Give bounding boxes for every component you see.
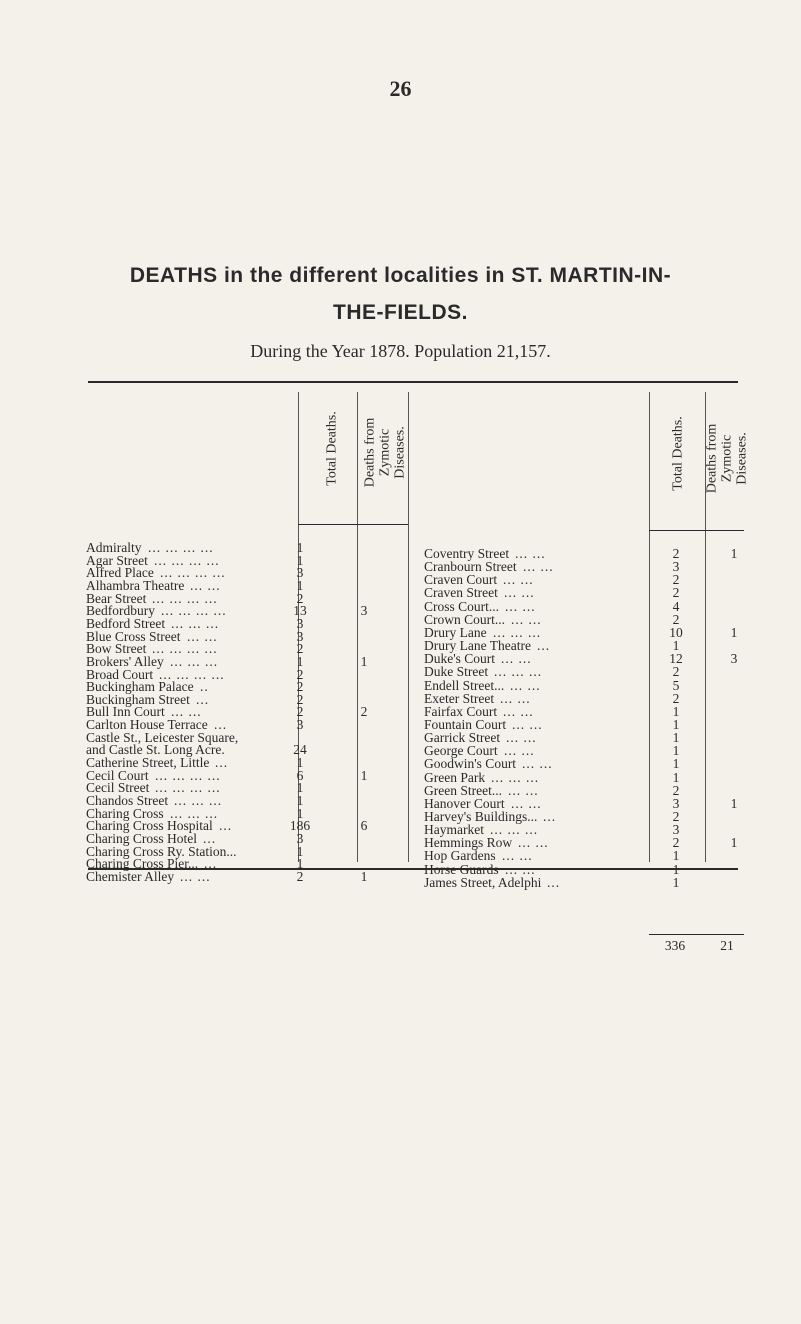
locality-name: Charing Cross Hotel	[86, 830, 197, 846]
zymotic-deaths-value: 1	[360, 767, 368, 783]
locality-name: and Castle St. Long Acre.	[86, 742, 225, 758]
locality-name: Duke's Court	[424, 651, 496, 667]
leader-dots: ... ...	[510, 677, 541, 693]
leader-dots: ... ...	[190, 577, 221, 593]
total-deaths-value: 1	[296, 552, 304, 568]
total-deaths-value: 186	[289, 818, 311, 834]
total-deaths-value: 6	[296, 767, 304, 783]
total-deaths-value: 2	[672, 690, 680, 706]
leader-dots: ... ... ...	[171, 615, 220, 631]
leader-dots: ...	[219, 818, 233, 834]
locality-name: George Court	[424, 743, 498, 759]
total-deaths-value: 1	[296, 856, 304, 872]
locality-name: Endell Street...	[424, 677, 505, 693]
total-deaths-value: 13	[293, 603, 307, 619]
leader-dots: ... ...	[180, 868, 211, 884]
total-deaths-value: 1	[296, 653, 304, 669]
leader-dots: ... ...	[518, 835, 549, 851]
title-line-2: THE-FIELDS.	[333, 301, 468, 324]
locality-name: Charing Cross	[86, 805, 164, 821]
total-deaths-value: 3	[672, 795, 680, 811]
locality-name: Buckingham Street	[86, 691, 190, 707]
leader-dots: ... ...	[512, 716, 543, 732]
locality-name: Cecil Street	[86, 780, 150, 796]
total-deaths-value: 1	[672, 743, 680, 759]
total-deaths-value: 2	[672, 664, 680, 680]
total-deaths-value: 12	[669, 651, 683, 667]
locality-name: Castle St., Leicester Square,	[86, 729, 239, 745]
grand-total: 336	[664, 938, 686, 953]
leader-dots: ...	[203, 830, 217, 846]
zymotic-deaths-value: 3	[730, 651, 738, 667]
leader-dots: ... ...	[511, 795, 542, 811]
leader-dots: ... ...	[504, 743, 535, 759]
locality-name: Horse Guards	[424, 861, 499, 877]
left-header-underline	[298, 524, 408, 525]
locality-name: Goodwin's Court	[424, 756, 517, 772]
locality-name: Exeter Street	[424, 690, 495, 706]
locality-name: Craven Street	[424, 585, 498, 601]
total-deaths-value: 1	[672, 848, 680, 864]
leader-dots: ... ...	[501, 651, 532, 667]
locality-name: Crown Court...	[424, 611, 505, 627]
leader-dots: ... ...	[503, 572, 534, 588]
total-deaths-value: 2	[672, 572, 680, 588]
zymotic-deaths-value: 1	[730, 795, 738, 811]
locality-name: Green Street...	[424, 782, 502, 798]
leader-dots: ... ... ...	[494, 664, 543, 680]
locality-name: Brokers' Alley	[86, 653, 164, 669]
locality-name: Garrick Street	[424, 730, 501, 746]
total-deaths-value: 1	[296, 780, 304, 796]
zymotic-deaths-value: 2	[360, 704, 368, 720]
locality-name: Cranbourn Street	[424, 559, 517, 575]
total-deaths-value: 24	[293, 742, 307, 758]
locality-name: Chandos Street	[86, 793, 169, 808]
locality-name: Buckingham Palace	[86, 679, 194, 695]
zymotic-deaths-value: 1	[360, 653, 368, 669]
locality-name: Craven Court	[424, 572, 498, 588]
right-header-underline	[649, 530, 744, 531]
table-row	[86, 869, 416, 884]
leader-dots: ... ... ...	[170, 653, 219, 669]
total-deaths-value: 1	[672, 756, 680, 772]
locality-name: Bedfordbury	[86, 603, 155, 619]
locality-name: Alhambra Theatre	[86, 577, 185, 593]
locality-name: Bedford Street	[86, 615, 166, 631]
zymotic-deaths-value: 1	[730, 624, 738, 640]
total-deaths-value: 3	[296, 830, 304, 846]
total-deaths-value: 2	[296, 590, 304, 606]
leader-dots: ... ...	[505, 861, 536, 877]
leader-dots: ...	[196, 691, 210, 707]
locality-name: Agar Street	[86, 552, 148, 568]
locality-name: James Street, Adelphi	[424, 874, 542, 890]
leader-dots: ... ...	[511, 611, 542, 627]
leader-dots: ..	[200, 679, 209, 695]
total-deaths-value: 2	[672, 585, 680, 601]
leader-dots: ... ... ... ...	[155, 767, 221, 783]
total-deaths-value: 1	[672, 716, 680, 732]
locality-name: Fairfax Court	[424, 703, 498, 719]
leader-dots: ... ...	[187, 628, 218, 644]
leader-dots: ...	[204, 856, 218, 872]
zymotic-deaths-value: 6	[360, 818, 368, 834]
locality-name: Cecil Court	[86, 767, 149, 783]
leader-dots: ...	[543, 809, 557, 824]
leader-dots: ... ... ...	[490, 822, 539, 838]
grand-total-zymotic: 21	[720, 938, 734, 953]
total-deaths-value: 5	[672, 677, 680, 693]
total-deaths-value: 3	[672, 559, 680, 575]
leader-dots: ... ... ...	[493, 624, 542, 640]
zymotic-deaths-value: 1	[360, 868, 368, 884]
locality-name: Carlton House Terrace	[86, 717, 208, 733]
header-right-zymotic: Deaths from Zymotic Diseases.	[704, 423, 750, 494]
total-deaths-value: 1	[672, 730, 680, 746]
leader-dots: ...	[215, 755, 229, 771]
header-left-zymotic: Deaths from Zymotic Diseases.	[362, 417, 408, 488]
leader-dots: ... ... ... ...	[152, 641, 218, 657]
total-deaths-value: 1	[672, 638, 680, 654]
leader-dots: ... ...	[523, 559, 554, 575]
leader-dots: ...	[214, 717, 228, 733]
total-deaths-value: 1	[672, 874, 680, 890]
total-deaths-value: 1	[296, 540, 304, 555]
leader-dots: ... ...	[500, 690, 531, 706]
leader-dots: ... ... ... ...	[161, 603, 227, 619]
total-deaths-value: 10	[669, 624, 683, 640]
locality-name: Haymarket	[424, 822, 484, 838]
locality-name: Hemmings Row	[424, 835, 513, 851]
locality-name: Catherine Street, Little	[86, 755, 210, 771]
locality-name: Bear Street	[86, 590, 147, 606]
leader-dots: ...	[547, 874, 561, 890]
total-deaths-value: 2	[672, 782, 680, 798]
total-deaths-value: 2	[672, 809, 680, 824]
total-deaths-value: 3	[672, 822, 680, 838]
total-deaths-value: 3	[296, 628, 304, 644]
locality-name: Charing Cross Hospital	[86, 818, 213, 834]
total-deaths-value: 1	[672, 703, 680, 719]
leader-dots: ... ... ... ...	[160, 565, 226, 581]
locality-name: Drury Lane Theatre	[424, 638, 531, 654]
locality-name: Charing Cross Ry. Station...	[86, 843, 237, 859]
locality-name: Chemister Alley	[86, 868, 175, 884]
table-row	[424, 875, 754, 890]
locality-name: Cross Court...	[424, 598, 500, 614]
total-deaths-value: 2	[296, 704, 304, 720]
locality-name: Hanover Court	[424, 795, 505, 811]
leader-dots: ... ... ... ...	[152, 590, 218, 606]
total-deaths-value: 2	[296, 691, 304, 707]
total-deaths-value: 1	[296, 793, 304, 808]
zymotic-deaths-value: 1	[730, 835, 738, 851]
subtitle: During the Year 1878. Population 21,157.	[250, 341, 551, 361]
total-deaths-value: 4	[672, 598, 680, 614]
total-deaths-value: 2	[296, 666, 304, 682]
leader-dots: ... ...	[504, 585, 535, 601]
leader-dots: ... ...	[522, 756, 553, 772]
leader-dots: ... ...	[502, 848, 533, 864]
locality-name: Admiralty	[86, 540, 142, 555]
total-deaths-value: 1	[296, 755, 304, 771]
totals-rule	[649, 934, 744, 935]
title-line-1: DEATHS in the different localities in ST. MARTIN-IN-	[129, 264, 672, 287]
leader-dots: ... ...	[515, 546, 546, 561]
locality-name: Bow Street	[86, 641, 147, 657]
total-deaths-value: 3	[296, 615, 304, 631]
total-deaths-value: 2	[672, 611, 680, 627]
leader-dots: ... ... ...	[170, 805, 219, 821]
leader-dots: ... ... ... ...	[154, 552, 220, 568]
leader-dots: ... ...	[171, 704, 202, 720]
locality-name: Charing Cross Pier...	[86, 856, 199, 872]
locality-name: Harvey's Buildings...	[424, 809, 538, 824]
total-deaths-value: 1	[296, 805, 304, 821]
total-deaths-value: 2	[672, 546, 680, 561]
locality-name: Duke Street	[424, 664, 489, 680]
total-deaths-value: 1	[672, 769, 680, 785]
zymotic-deaths-value: 1	[730, 546, 738, 561]
leader-dots: ... ... ... ...	[148, 540, 214, 555]
leader-dots: ...	[537, 638, 551, 654]
leader-dots: ... ...	[508, 782, 539, 798]
locality-name: Coventry Street	[424, 546, 510, 561]
leader-dots: ... ... ... ...	[159, 666, 225, 682]
total-deaths-value: 2	[296, 868, 304, 884]
total-deaths-value: 3	[296, 565, 304, 581]
locality-name: Green Park	[424, 769, 486, 785]
leader-dots: ... ...	[506, 730, 537, 746]
locality-name: Broad Court	[86, 666, 154, 682]
locality-name: Drury Lane	[424, 624, 487, 640]
zymotic-deaths-value: 3	[360, 603, 368, 619]
table-top-rule	[88, 381, 738, 383]
leader-dots: ... ... ... ...	[155, 780, 221, 796]
total-deaths-value: 2	[296, 641, 304, 657]
locality-name: Hop Gardens	[424, 848, 496, 864]
locality-name: Bull Inn Court	[86, 704, 165, 720]
total-deaths-value: 2	[672, 835, 680, 851]
total-deaths-value: 1	[296, 577, 304, 593]
total-deaths-value: 1	[672, 861, 680, 877]
locality-name: Alfred Place	[86, 565, 154, 581]
locality-name: Fountain Court	[424, 716, 507, 732]
leader-dots: ... ...	[503, 703, 534, 719]
page-number: 26	[389, 76, 412, 101]
locality-name: Blue Cross Street	[86, 628, 181, 644]
total-deaths-value: 1	[296, 843, 304, 859]
header-left-total: Total Deaths.	[324, 411, 340, 486]
header-right-total: Total Deaths.	[670, 416, 686, 491]
total-deaths-value: 3	[296, 717, 304, 733]
leader-dots: ... ...	[505, 598, 536, 614]
total-deaths-value: 2	[296, 679, 304, 695]
leader-dots: ... ... ...	[491, 769, 540, 785]
leader-dots: ... ... ...	[174, 793, 223, 808]
